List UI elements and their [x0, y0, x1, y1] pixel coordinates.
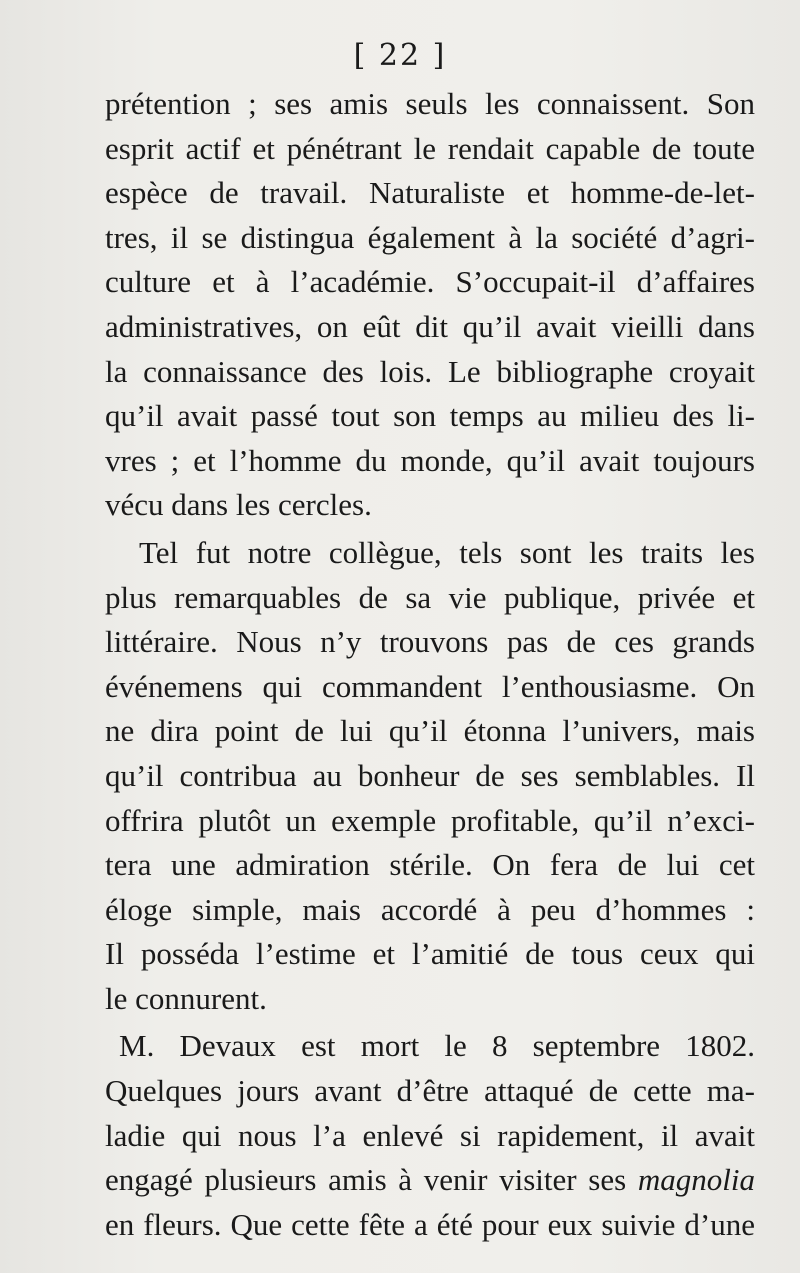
text-fragment: engagé plusieurs amis à venir visiter ses	[105, 1162, 627, 1198]
paragraph-3	[105, 1024, 755, 1247]
text-line: Tel fut notre collègue, tels sont les traits les	[139, 534, 755, 570]
text-line: éloge simple, mais accordé à peu d’hommes :	[105, 891, 755, 927]
text-line: qu’il avait passé tout son temps au milieu des li-	[105, 398, 755, 434]
text-line: événemens qui commandent l’enthousiasme. On	[105, 668, 755, 704]
page-text	[105, 82, 755, 1247]
text-line: vres ; et l’homme du monde, qu’il avait toujours	[105, 442, 755, 478]
text-line: ladie qui nous l’a enlevé si rapidement, il avait	[105, 1117, 755, 1153]
text-line: esprit actif et pénétrant le rendait capable de toute	[105, 130, 755, 166]
text-line: en fleurs. Que cette fête a été pour eux suivie d’une	[105, 1206, 755, 1242]
text-line: prétention ; ses amis seuls les connaissent. Son	[105, 86, 755, 121]
text-line: la connaissance des lois. Le bibliographe croyait	[105, 353, 755, 389]
paragraph-2	[105, 531, 755, 1022]
italic-word: magnolia	[637, 1162, 755, 1198]
text-line: le connurent.	[105, 980, 267, 1016]
text-line: qu’il contribua au bonheur de ses semblables. Il	[105, 757, 755, 793]
text-line: offrira plutôt un exemple profitable, qu’il n’exci-	[105, 802, 755, 838]
text-line: Il posséda l’estime et l’amitié de tous ceux qui	[105, 936, 755, 972]
text-line: tres, il se distingua également à la société d’agri-	[105, 219, 755, 255]
text-line: Quelques jours avant d’être attaqué de cette ma-	[105, 1073, 755, 1109]
text-line: culture et à l’académie. S’occupait-il d’affaires	[105, 264, 755, 300]
text-line: M. Devaux est mort le 8 septembre 1802.	[119, 1028, 755, 1064]
text-line: littéraire. Nous n’y trouvons pas de ces grands	[105, 624, 755, 660]
text-line: espèce de travail. Naturaliste et homme-de-let-	[105, 175, 755, 211]
page-number: [ 22 ]	[353, 38, 447, 73]
text-line: tera une admiration stérile. On fera de lui cet	[105, 847, 755, 883]
text-line: administratives, on eût dit qu’il avait vieilli dans	[105, 308, 755, 344]
text-line: plus remarquables de sa vie publique, privée et	[105, 579, 755, 615]
text-line-with-italic	[105, 1158, 755, 1203]
text-line: ne dira point de lui qu’il étonna l’univers, mais	[105, 713, 755, 749]
paragraph-1	[105, 82, 755, 528]
text-line: vécu dans les cercles.	[105, 487, 372, 523]
